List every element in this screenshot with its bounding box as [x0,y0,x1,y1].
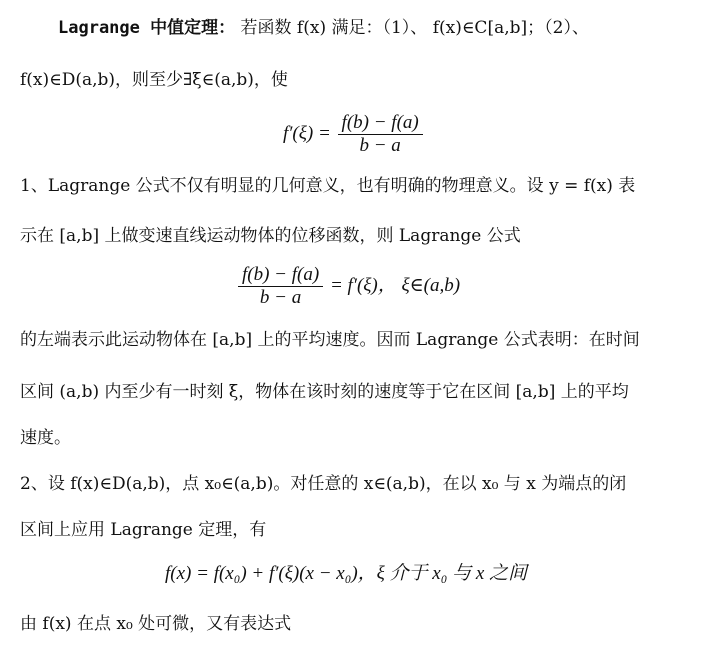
theorem-title: Lagrange 中值定理： [58,18,236,38]
equation-rhs: = f′(ξ)， ξ∈(a,b) [329,274,461,296]
paragraph-1-line-3: 的左端表示此运动物体在 [a,b] 上的平均速度。因而 Lagrange 公式表明：在时间 [20,330,640,350]
fraction-denominator: b − a [259,287,302,308]
theorem-conditions: 若函数 f(x) 满足：（1）、 f(x)∈C[a,b]；（2）、 [240,18,589,38]
paragraph-1-line-5: 速度。 [20,428,71,448]
theorem-statement-line-1 [58,16,589,40]
fraction-numerator: f(b) − f(a) [338,112,423,135]
equation-lagrange-physical [236,264,460,309]
equation-lhs: f′(ξ) = [283,122,331,144]
fraction [238,264,323,309]
paragraph-1-line-4: 区间 (a,b) 内至少有一时刻 ξ，物体在该时刻的速度等于它在区间 [a,b] 上的平均 [20,382,629,402]
paragraph-2-line-2: 区间上应用 Lagrange 定理，有 [20,520,267,540]
equation-taylor-form: f(x) = f(x₀) + f′(ξ)(x − x₀)，ξ 介于 x₀ 与 x 之间 [165,563,528,584]
theorem-statement-line-2: f(x)∈D(a,b)，则至少∃ξ∈(a,b)，使 [20,70,288,90]
fraction [338,112,423,157]
fraction-denominator: b − a [359,135,401,156]
paragraph-2-line-1: 2、设 f(x)∈D(a,b)，点 x₀∈(a,b)。对任意的 x∈(a,b)，在以 x₀ 与 x 为端点的闭 [20,474,627,494]
fraction-numerator: f(b) − f(a) [238,264,323,287]
paragraph-1-line-1: 1、Lagrange 公式不仅有明显的几何意义，也有明确的物理意义。设 y = f(x) 表 [20,176,636,196]
paragraph-1-line-2: 示在 [a,b] 上做变速直线运动物体的位移函数，则 Lagrange 公式 [20,226,521,246]
paragraph-3-line-1: 由 f(x) 在点 x₀ 处可微，又有表达式 [20,614,292,634]
equation-mean-value [283,112,425,157]
